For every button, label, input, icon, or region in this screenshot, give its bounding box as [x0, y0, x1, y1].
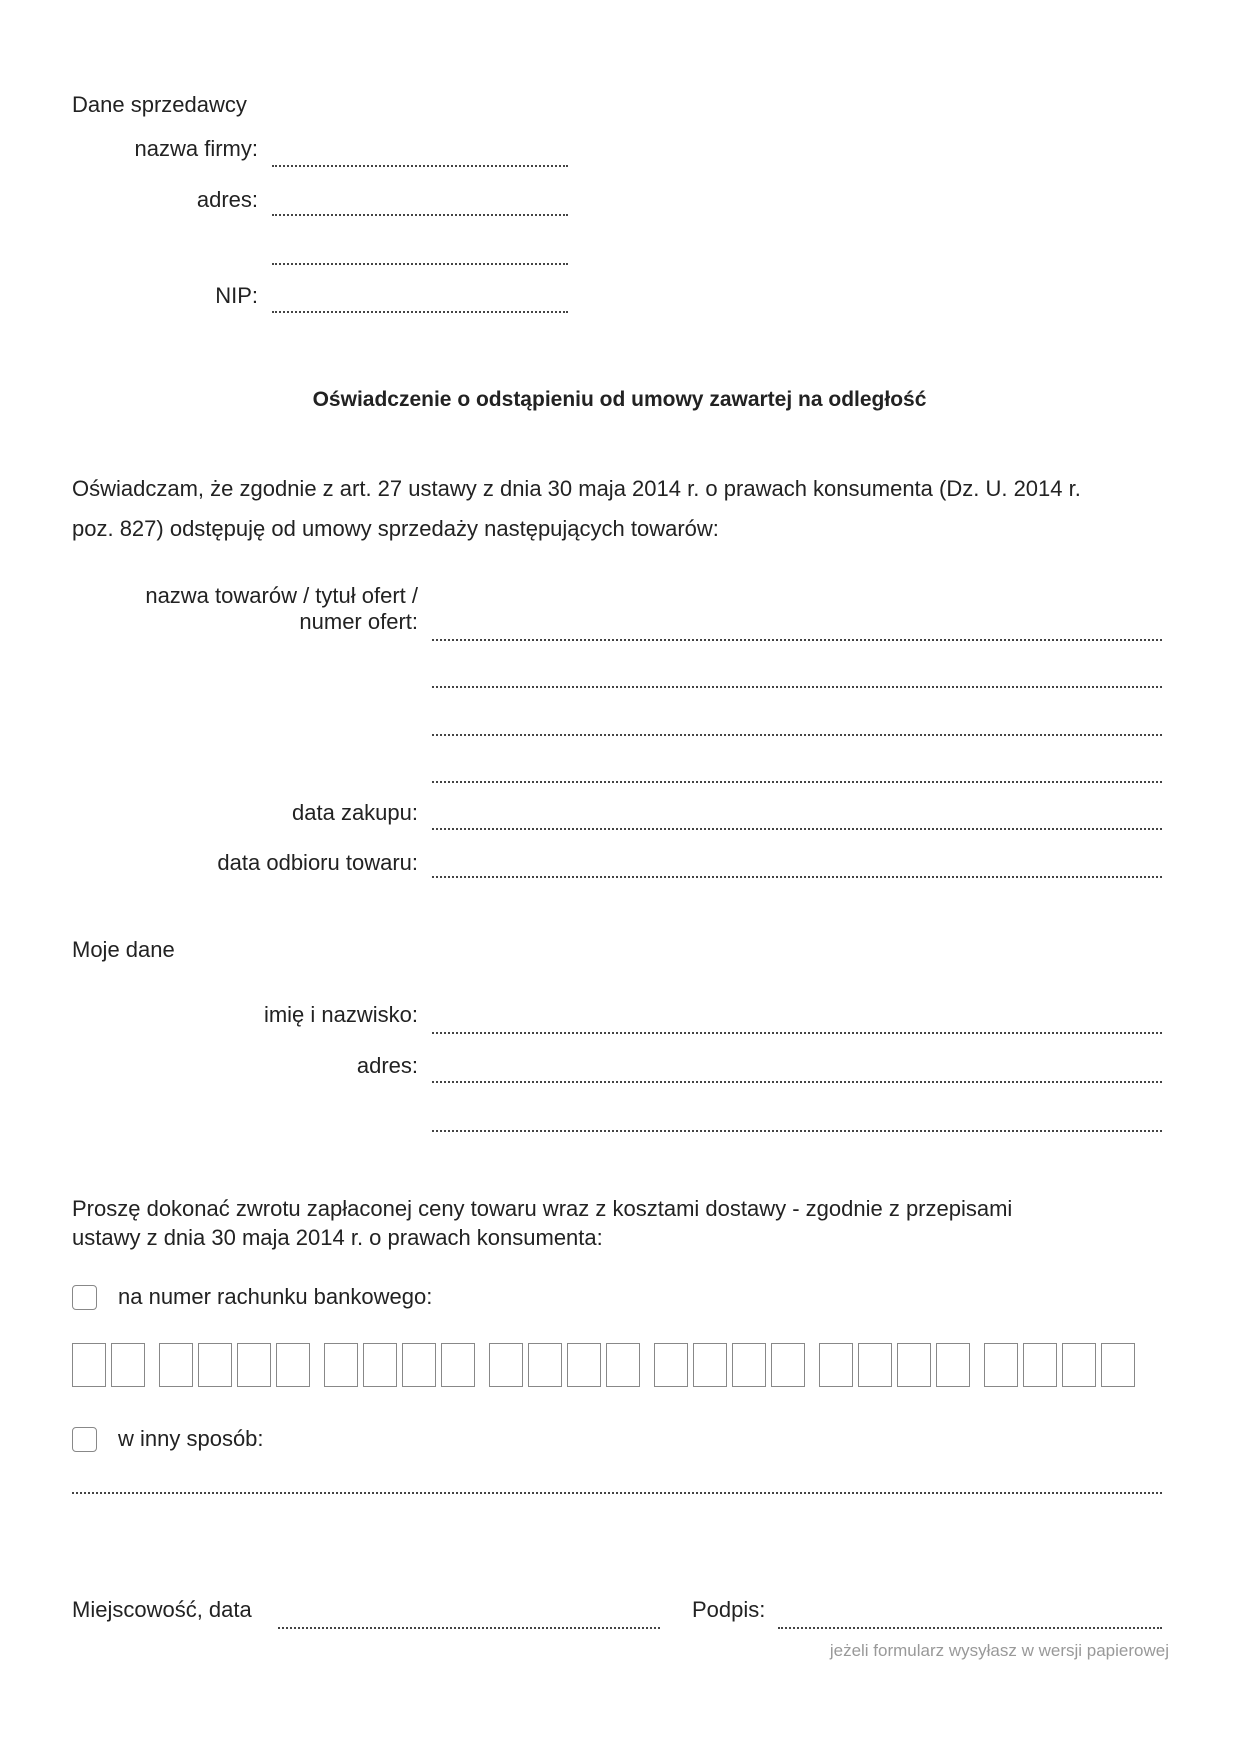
- place-date-label: Miejscowość, data: [72, 1597, 252, 1622]
- account-digit-box[interactable]: [693, 1343, 727, 1387]
- account-digit-box[interactable]: [402, 1343, 436, 1387]
- purchase-date-field[interactable]: [432, 828, 1162, 830]
- seller-address-label: adres:: [196, 187, 258, 212]
- buyer-name-label: imię i nazwisko:: [263, 1002, 418, 1027]
- account-digit-box[interactable]: [1023, 1343, 1057, 1387]
- account-digit-box[interactable]: [198, 1343, 232, 1387]
- declaration-line-2: poz. 827) odstępuję od umowy sprzedaży następujących towarów:: [72, 516, 719, 541]
- goods-field-2[interactable]: [432, 686, 1162, 688]
- account-digit-box[interactable]: [111, 1343, 145, 1387]
- account-digit-box[interactable]: [159, 1343, 193, 1387]
- account-digit-box[interactable]: [72, 1343, 106, 1387]
- account-digit-box[interactable]: [984, 1343, 1018, 1387]
- other-method-option-label: w inny sposób:: [118, 1426, 264, 1451]
- other-method-checkbox[interactable]: [72, 1427, 97, 1452]
- seller-company-field[interactable]: [272, 165, 568, 167]
- account-digit-box[interactable]: [771, 1343, 805, 1387]
- account-digit-box[interactable]: [489, 1343, 523, 1387]
- goods-field-4[interactable]: [432, 781, 1162, 783]
- buyer-address-label: adres:: [356, 1053, 418, 1078]
- signature-label: Podpis:: [692, 1597, 766, 1622]
- buyer-heading: Moje dane: [72, 937, 175, 962]
- account-digit-box[interactable]: [936, 1343, 970, 1387]
- other-method-field[interactable]: [72, 1492, 1162, 1494]
- account-digit-box[interactable]: [654, 1343, 688, 1387]
- signature-note: jeżeli formularz wysyłasz w wersji papierowej: [829, 1641, 1169, 1660]
- goods-label-line-2: numer ofert:: [299, 609, 418, 634]
- bank-account-checkbox[interactable]: [72, 1285, 97, 1310]
- declaration-line-1: Oświadczam, że zgodnie z art. 27 ustawy z dnia 30 maja 2014 r. o prawach konsumenta (Dz. U. 2014 r.: [72, 476, 1081, 501]
- account-digit-box[interactable]: [363, 1343, 397, 1387]
- account-digit-box[interactable]: [237, 1343, 271, 1387]
- account-digit-box[interactable]: [441, 1343, 475, 1387]
- account-digit-box[interactable]: [1101, 1343, 1135, 1387]
- account-digit-box[interactable]: [1062, 1343, 1096, 1387]
- seller-heading: Dane sprzedawcy: [72, 92, 247, 117]
- signature-field[interactable]: [778, 1627, 1162, 1629]
- goods-field-3[interactable]: [432, 734, 1162, 736]
- receipt-date-field[interactable]: [432, 876, 1162, 878]
- account-digit-box[interactable]: [897, 1343, 931, 1387]
- receipt-date-label: data odbioru towaru:: [217, 850, 418, 875]
- buyer-name-field[interactable]: [432, 1032, 1162, 1034]
- place-date-field[interactable]: [278, 1627, 660, 1629]
- account-digit-box[interactable]: [858, 1343, 892, 1387]
- page-title: Oświadczenie o odstąpieniu od umowy zawartej na odległość: [312, 388, 927, 411]
- seller-company-label: nazwa firmy:: [134, 136, 258, 161]
- account-digit-box[interactable]: [324, 1343, 358, 1387]
- goods-field-1[interactable]: [432, 639, 1162, 641]
- refund-line-2: ustawy z dnia 30 maja 2014 r. o prawach konsumenta:: [72, 1225, 603, 1250]
- seller-address-field-2[interactable]: [272, 263, 568, 265]
- goods-label-line-1: nazwa towarów / tytuł ofert /: [145, 583, 418, 608]
- seller-nip-label: NIP:: [215, 283, 258, 308]
- buyer-address-field-1[interactable]: [432, 1081, 1162, 1083]
- seller-nip-field[interactable]: [272, 311, 568, 313]
- account-digit-box[interactable]: [567, 1343, 601, 1387]
- refund-line-1: Proszę dokonać zwrotu zapłaconej ceny towaru wraz z kosztami dostawy - zgodnie z przepisami: [72, 1196, 1013, 1221]
- account-digit-box[interactable]: [528, 1343, 562, 1387]
- account-digit-box[interactable]: [819, 1343, 853, 1387]
- buyer-address-field-2[interactable]: [432, 1130, 1162, 1132]
- account-digit-box[interactable]: [276, 1343, 310, 1387]
- bank-account-option-label: na numer rachunku bankowego:: [118, 1284, 433, 1309]
- account-digit-box[interactable]: [606, 1343, 640, 1387]
- account-digit-box[interactable]: [732, 1343, 766, 1387]
- seller-address-field-1[interactable]: [272, 214, 568, 216]
- purchase-date-label: data zakupu:: [292, 800, 418, 825]
